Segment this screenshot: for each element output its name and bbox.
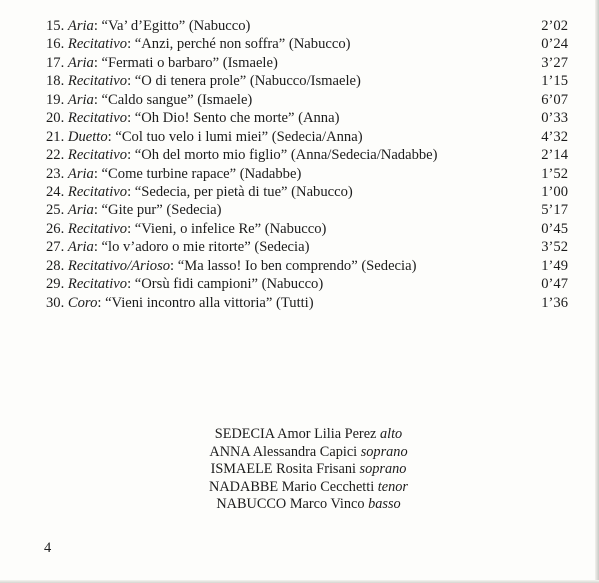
page-edge-shadow xyxy=(595,0,599,583)
cast-voice: basso xyxy=(368,496,401,512)
track-duration: 2’14 xyxy=(541,147,568,164)
track-title: : “Va’ d’Egitto” (Nabucco) xyxy=(93,18,251,34)
track-form: Aria xyxy=(67,91,94,108)
cast-voice: alto xyxy=(379,426,403,442)
track-form: Aria xyxy=(67,18,94,34)
cast-entry xyxy=(0,479,599,497)
track-form: Recitativo xyxy=(67,220,128,237)
track-form: Recitativo xyxy=(67,110,128,127)
track-duration: 3’27 xyxy=(541,54,568,71)
track-duration: 0’24 xyxy=(541,36,568,53)
cast-voice: soprano xyxy=(360,443,408,460)
cast-singer: Mario Cecchetti xyxy=(281,478,375,495)
track-duration: 1’00 xyxy=(541,183,568,200)
track-title: : “Anzi, perché non soffra” (Nabucco) xyxy=(127,36,351,53)
track-number: 30. xyxy=(46,294,65,311)
track-title: : “Come turbine rapace” (Nadabbe) xyxy=(93,165,302,182)
track-title: : “Oh del morto mio figlio” (Anna/Sedecia/Nadabbe) xyxy=(127,147,438,164)
track-number: 19. xyxy=(46,91,65,108)
track-title: : “Col tuo velo i lumi miei” (Sedecia/Anna) xyxy=(107,128,363,145)
track-duration: 6’07 xyxy=(541,91,568,108)
track-number: 15. xyxy=(46,18,65,34)
track-title: : “Ma lasso! Io ben comprendo” (Sedecia) xyxy=(170,257,417,274)
track-row xyxy=(46,201,568,219)
track-duration: 2’02 xyxy=(541,18,568,34)
cast-entry xyxy=(0,426,599,444)
track-row xyxy=(46,91,568,109)
track-title: : “Vieni incontro alla vittoria” (Tutti) xyxy=(97,294,314,311)
track-row xyxy=(46,220,568,238)
page-number: 4 xyxy=(44,540,52,556)
track-form: Recitativo xyxy=(67,183,128,200)
cast-role: ANNA xyxy=(209,443,250,460)
track-form: Aria xyxy=(67,54,94,71)
cast-list xyxy=(0,426,599,514)
cast-entry xyxy=(0,461,599,479)
track-number: 17. xyxy=(46,54,65,71)
cast-role: NADABBE xyxy=(209,478,279,495)
cast-voice: tenor xyxy=(377,478,408,495)
track-form: Recitativo xyxy=(67,276,128,293)
track-number: 22. xyxy=(46,147,65,164)
track-duration: 1’49 xyxy=(541,257,568,274)
track-number: 18. xyxy=(46,73,65,90)
cast-role: NABUCCO xyxy=(216,496,287,512)
track-form: Recitativo xyxy=(67,36,128,53)
track-row xyxy=(46,165,568,183)
track-row xyxy=(46,109,568,127)
track-number: 29. xyxy=(46,276,65,293)
cast-singer: Amor Lilia Perez xyxy=(277,426,377,442)
track-number: 25. xyxy=(46,202,65,219)
cast-role: ISMAELE xyxy=(210,461,273,477)
track-duration: 3’52 xyxy=(541,239,568,256)
track-number: 27. xyxy=(46,239,65,256)
track-duration: 0’33 xyxy=(541,110,568,127)
track-number: 20. xyxy=(46,110,65,127)
track-number: 16. xyxy=(46,36,65,53)
track-title: : “Orsù fidi campioni” (Nabucco) xyxy=(127,276,324,293)
track-row xyxy=(46,146,568,164)
cast-singer: Marco Vinco xyxy=(289,496,365,512)
track-title: : “Fermati o barbaro” (Ismaele) xyxy=(93,54,278,71)
track-row xyxy=(46,257,568,275)
track-form: Coro xyxy=(67,294,98,311)
cast-singer: Rosita Frisani xyxy=(276,461,356,477)
track-duration: 0’47 xyxy=(541,276,568,293)
track-form: Aria xyxy=(67,202,94,219)
track-duration: 1’15 xyxy=(541,73,568,90)
track-row xyxy=(46,275,568,293)
track-row xyxy=(46,17,568,35)
track-row xyxy=(46,183,568,201)
track-title: : “O di tenera prole” (Nabucco/Ismaele) xyxy=(127,73,361,90)
track-title: : “Caldo sangue” (Ismaele) xyxy=(93,91,253,108)
cast-entry xyxy=(0,496,599,514)
track-row xyxy=(46,128,568,146)
track-form: Recitativo xyxy=(67,147,128,164)
track-row xyxy=(46,35,568,53)
track-number: 24. xyxy=(46,183,65,200)
track-title: : “Oh Dio! Sento che morte” (Anna) xyxy=(127,110,340,127)
track-form: Recitativo/Arioso xyxy=(67,257,171,274)
cast-entry xyxy=(0,444,599,462)
track-row xyxy=(46,238,568,256)
track-number: 23. xyxy=(46,165,65,182)
track-title: : “lo v’adoro o mie ritorte” (Sedecia) xyxy=(93,239,310,256)
cast-voice: soprano xyxy=(359,461,407,477)
track-form: Duetto xyxy=(67,128,108,145)
track-title: : “Vieni, o infelice Re” (Nabucco) xyxy=(127,220,327,237)
track-title: : “Sedecia, per pietà di tue” (Nabucco) xyxy=(127,183,353,200)
cast-role: SEDECIA xyxy=(214,426,275,442)
track-list xyxy=(46,17,568,312)
track-duration: 1’36 xyxy=(541,294,568,311)
track-number: 21. xyxy=(46,128,65,145)
cast-singer: Alessandra Capici xyxy=(252,443,358,460)
track-form: Aria xyxy=(67,165,94,182)
track-form: Recitativo xyxy=(67,73,128,90)
track-duration: 1’52 xyxy=(541,165,568,182)
track-title: : “Gite pur” (Sedecia) xyxy=(93,202,222,219)
track-duration: 4’32 xyxy=(541,128,568,145)
track-row xyxy=(46,54,568,72)
track-duration: 5’17 xyxy=(541,202,568,219)
track-duration: 0’45 xyxy=(541,220,568,237)
track-row xyxy=(46,72,568,90)
track-row xyxy=(46,294,568,312)
track-form: Aria xyxy=(67,239,94,256)
track-number: 26. xyxy=(46,220,65,237)
track-number: 28. xyxy=(46,257,65,274)
